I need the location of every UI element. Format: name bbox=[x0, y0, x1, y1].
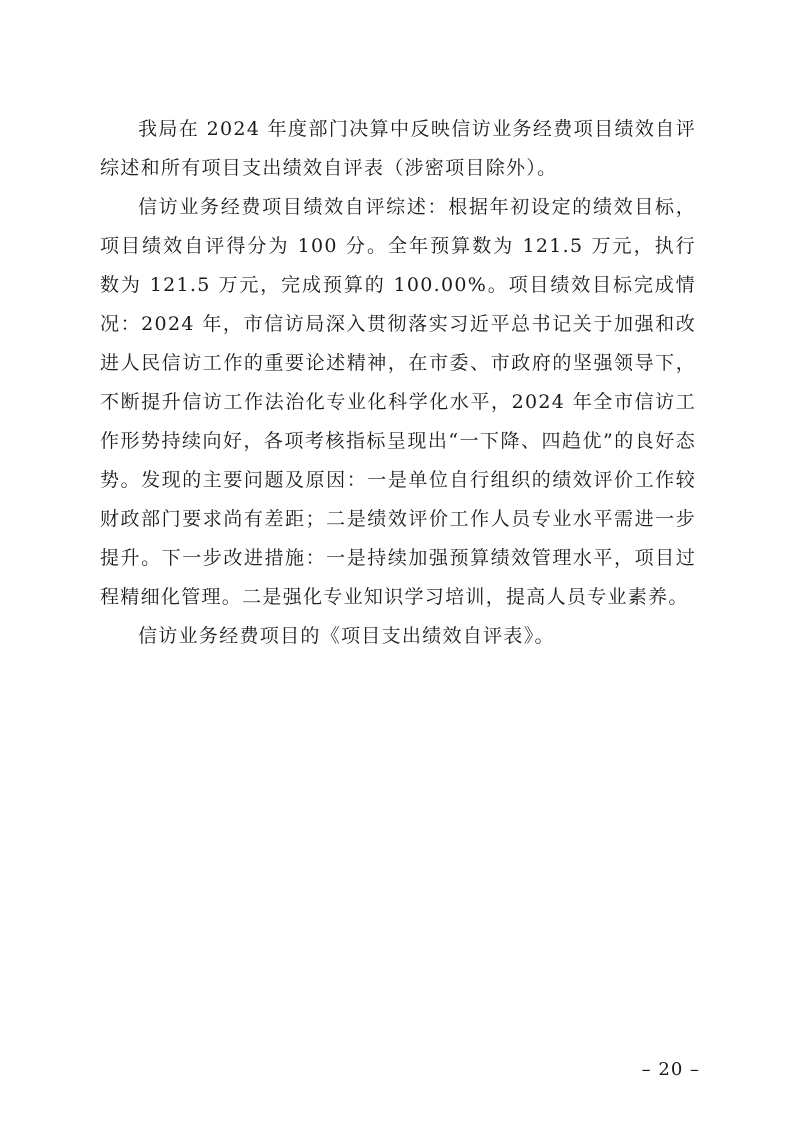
paragraph-table-reference: 信访业务经费项目的《项目支出绩效自评表》。 bbox=[138, 625, 555, 647]
paragraph-intro: 我局在 2024 年度部门决算中反映信访业务经费项目绩效自评综述和所有项目支出绩效自评表（涉密项目除外）。 bbox=[100, 118, 696, 179]
document-body bbox=[100, 110, 696, 656]
page-number: – 20 – bbox=[641, 1059, 700, 1080]
paragraph-summary: 信访业务经费项目绩效自评综述：根据年初设定的绩效目标，项目绩效自评得分为 100 分。全年预算数为 121.5 万元，执行数为 121.5 万元，完成预算的 100.00%。项目绩效目标完成情况：2024 年，市信访局深入贯彻落实习近平总书记关于加强和改进人民信访工作的重要论述精神，在市委、市政府的坚强领导下，不断提升信访工作法治化专业化科学化水平，2024 年全市信访工作形势持续向好，各项考核指标呈现出“一下降、四趋优”的良好态势。发现的主要问题及原因：一是单位自行组织的绩效评价工作较财政部门要求尚有差距；二是绩效评价工作人员专业水平需进一步提升。下一步改进措施：一是持续加强预算绩效管理水平，项目过程精细化管理。二是强化专业知识学习培训，提高人员专业素养。 bbox=[100, 196, 696, 608]
